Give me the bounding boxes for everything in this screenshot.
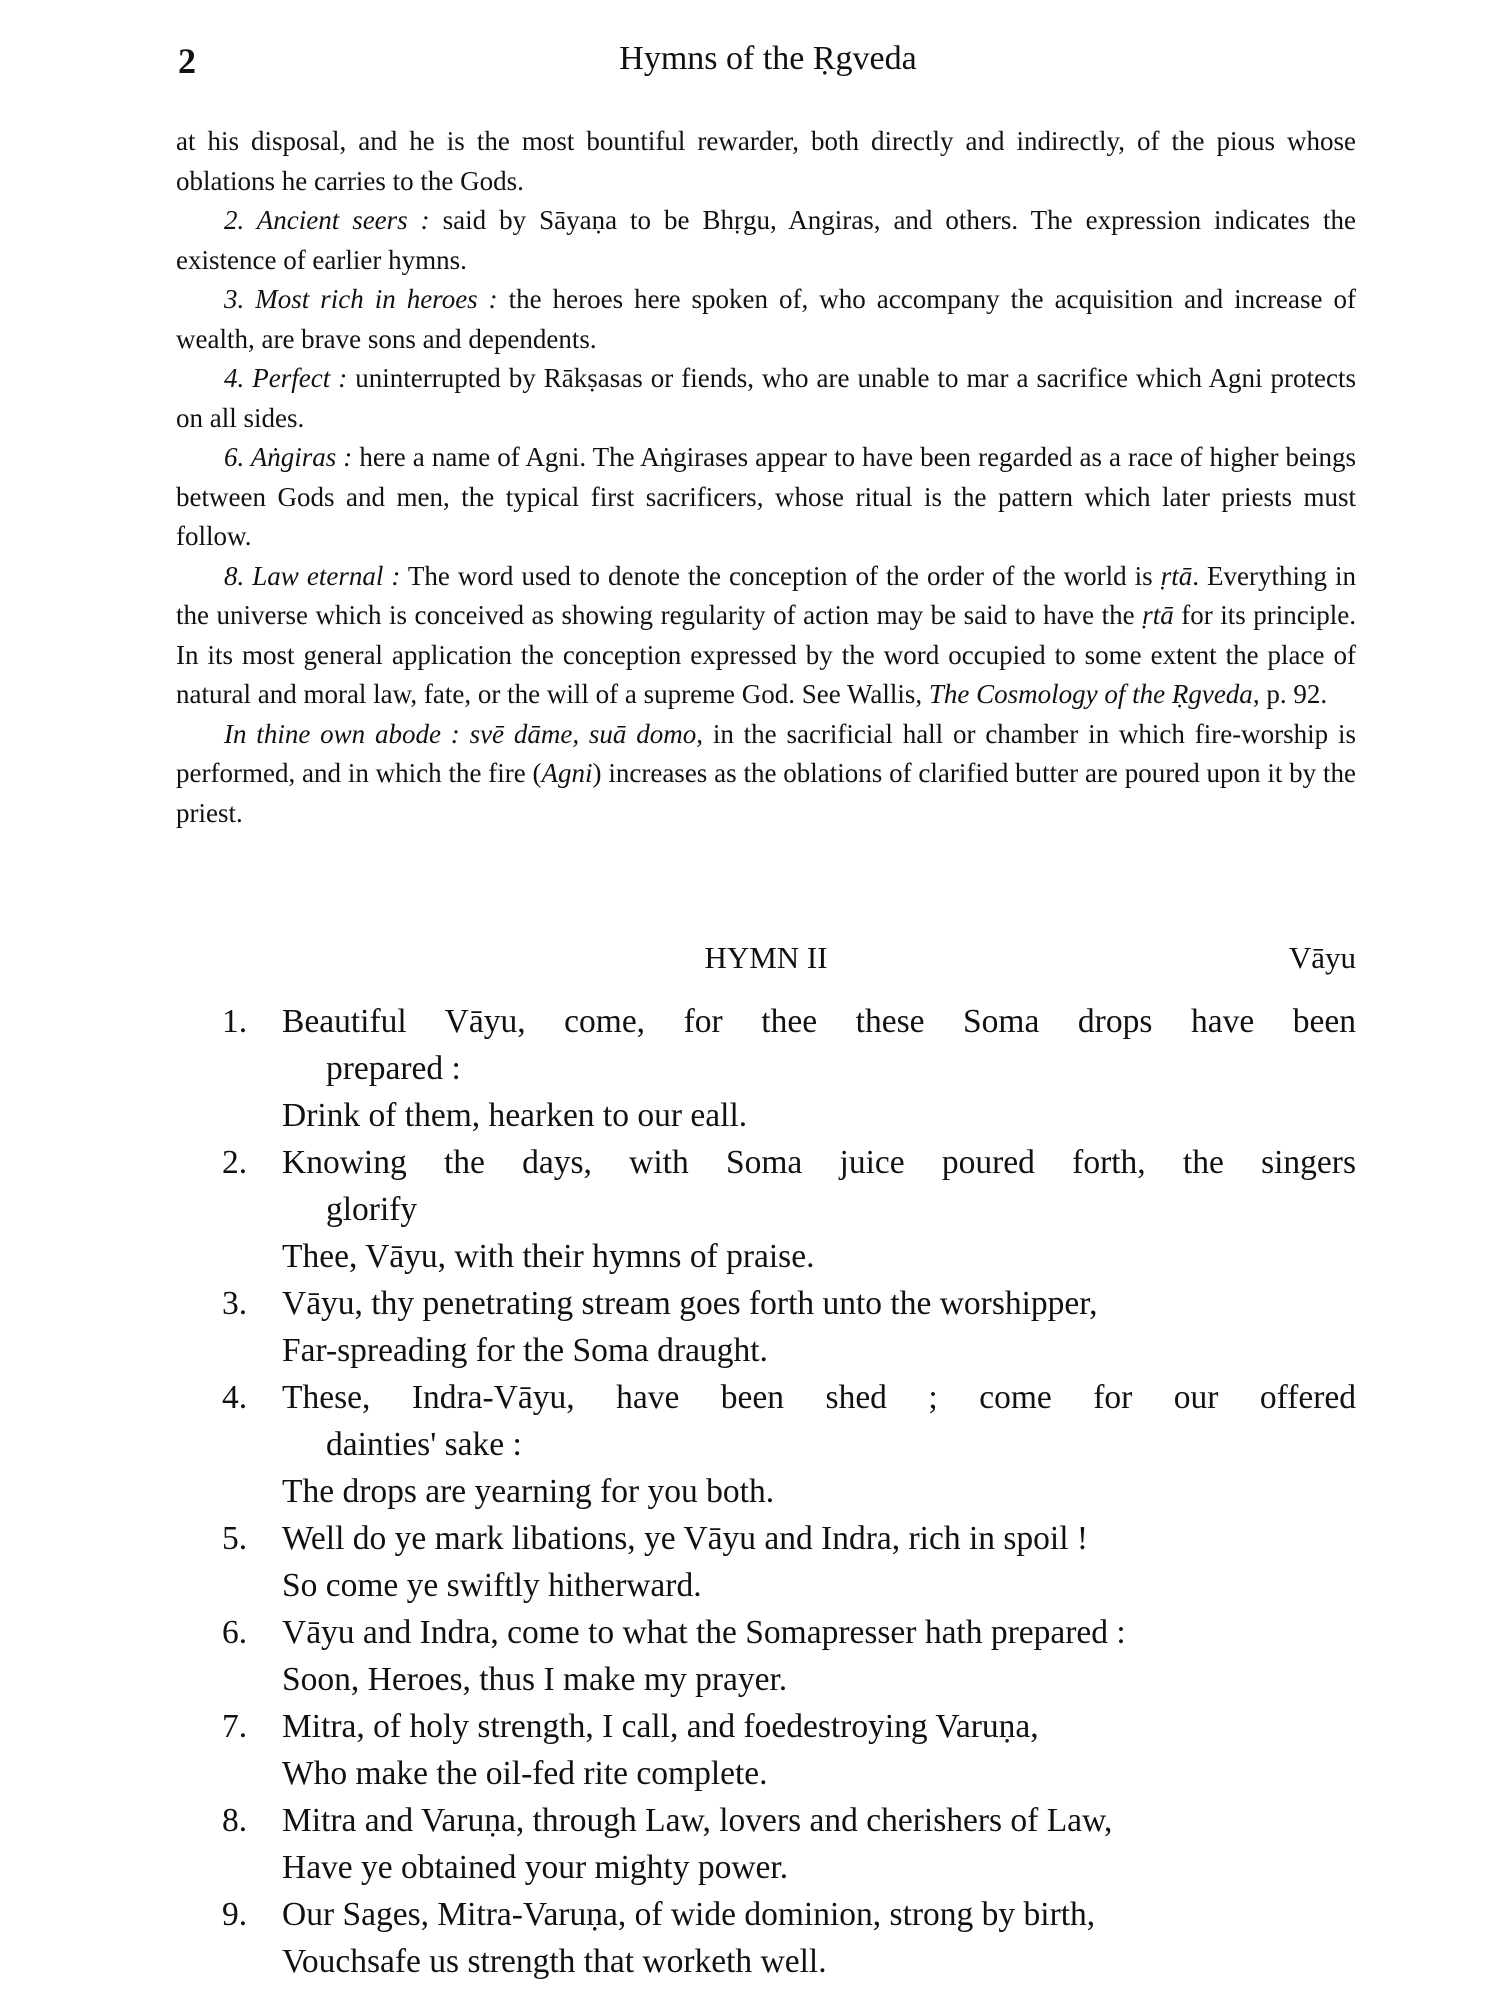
verse-number: 4.: [222, 1379, 248, 1416]
hymn-deity: Vāyu: [1288, 940, 1356, 975]
verse-number: 9.: [222, 1896, 248, 1933]
verse-6: [222, 1609, 1356, 1703]
note-abode: [176, 715, 1356, 834]
verse-line: Vouchsafe us strength that worketh well.: [282, 1943, 827, 1980]
term-rta: ṛtā: [1160, 560, 1193, 591]
verse-line-wrap: dainties' sake :: [326, 1426, 522, 1463]
verse-line-wrap: glorify: [326, 1191, 418, 1228]
note-4: [176, 359, 1356, 438]
verse-8: [222, 1797, 1356, 1891]
note-6: [176, 438, 1356, 557]
verse-9: [222, 1891, 1356, 1985]
verse-line: Drink of them, hearken to our eall.: [282, 1097, 748, 1134]
verse-line: So come ye swiftly hitherward.: [282, 1567, 702, 1604]
note-label: 8. Law eternal :: [224, 560, 401, 591]
hymn-verses: [222, 998, 1356, 1985]
note-label: 3. Most rich in heroes :: [224, 284, 498, 314]
note-text: , p. 92.: [1252, 679, 1328, 709]
verse-line: Thee, Vāyu, with their hymns of praise.: [282, 1238, 815, 1275]
verse-2: [222, 1139, 1356, 1280]
note-text: . Everything in the universe which is conceived as showing regularity of action may be said to have the: [176, 560, 1356, 630]
term-agni: Agni: [541, 758, 593, 788]
note-text: said by Sāyaṇa to be Bhṛgu, Angiras, and others. The expression indicates the existence of earlier hymns.: [176, 205, 1356, 275]
verse-number: 6.: [222, 1614, 248, 1651]
verse-line: Have ye obtained your mighty power.: [282, 1849, 789, 1886]
note-continuation: at his disposal, and he is the most bountiful rewarder, both directly and indirectly, of the pious whose oblations he carries to the Gods.: [176, 126, 1356, 196]
verse-4: [222, 1374, 1356, 1515]
hymn-title: HYMN II: [704, 940, 828, 975]
note-label: 2. Ancient seers :: [224, 205, 430, 235]
verse-number: 2.: [222, 1144, 248, 1181]
verse-line: The drops are yearning for you both.: [282, 1473, 775, 1510]
running-title: Hymns of the Ṛgveda: [619, 40, 917, 77]
note-text: for its principle. In its most general application the conception expressed by the word occupied to some extent the place of natural and moral law, fate, or the will of a supreme God. See Wallis,: [176, 600, 1356, 709]
commentary-notes: [176, 122, 1356, 833]
verse-line: Beautiful Vāyu, come, for thee these Soma drops have been: [282, 1003, 1356, 1040]
verse-number: 3.: [222, 1285, 248, 1322]
note-text: ) increases as the oblations of clarified butter are poured upon it by the priest.: [176, 758, 1356, 828]
note-text: here a name of Agni. The Aṅgirases appear to have been regarded as a race of higher beings between Gods and men, the typical first sacrificers, whose ritual is the pattern which later priests must follow.: [176, 442, 1356, 551]
verse-5: [222, 1515, 1356, 1609]
verse-line: Our Sages, Mitra-Varuṇa, of wide dominion, strong by birth,: [282, 1896, 1096, 1933]
page-number: 2: [178, 41, 196, 81]
note-label: In thine own abode : svē dāme, suā domo,: [224, 718, 703, 749]
term-rta: ṛtā: [1142, 600, 1174, 630]
note-2: [176, 201, 1356, 280]
verse-line: Who make the oil-fed rite complete.: [282, 1755, 768, 1792]
running-head: [178, 40, 1358, 90]
note-text: uninterrupted by Rākṣasas or fiends, who are unable to mar a sacrifice which Agni protects on all sides.: [176, 363, 1356, 433]
verse-line: Vāyu, thy penetrating stream goes forth unto the worshipper,: [282, 1285, 1098, 1322]
verse-1: [222, 998, 1356, 1139]
verse-line: Mitra and Varuṇa, through Law, lovers and cherishers of Law,: [282, 1802, 1113, 1839]
verse-line: These, Indra-Vāyu, have been shed ; come for our offered: [282, 1379, 1356, 1416]
note-label: 4. Perfect :: [224, 363, 348, 393]
note-text: the heroes here spoken of, who accompany the acquisition and increase of wealth, are brave sons and dependents.: [176, 284, 1356, 354]
verse-number: 5.: [222, 1520, 248, 1557]
verse-line: Soon, Heroes, thus I make my prayer.: [282, 1661, 788, 1698]
verse-line-wrap: prepared :: [326, 1050, 461, 1087]
note-8: [176, 557, 1356, 715]
verse-3: [222, 1280, 1356, 1374]
verse-line: Well do ye mark libations, ye Vāyu and Indra, rich in spoil !: [282, 1520, 1089, 1557]
verse-number: 1.: [222, 1003, 248, 1040]
verse-line: Vāyu and Indra, come to what the Somapresser hath prepared :: [282, 1614, 1126, 1651]
verse-line: Far-spreading for the Soma draught.: [282, 1332, 768, 1369]
verse-7: [222, 1703, 1356, 1797]
note-label: 6. Aṅgiras :: [224, 442, 353, 472]
book-title: The Cosmology of the Ṛgveda: [928, 679, 1253, 709]
note-text: The word used to denote the conception of the order of the world is: [400, 560, 1161, 591]
hymn-heading: [176, 940, 1356, 986]
verse-line: Knowing the days, with Soma juice poured forth, the singers: [282, 1144, 1356, 1181]
verse-number: 8.: [222, 1802, 248, 1839]
verse-number: 7.: [222, 1708, 248, 1745]
note-text: in the sacrificial hall or chamber in which fire-worship is performed, and in which the fire (: [176, 718, 1356, 788]
note-3: [176, 280, 1356, 359]
verse-line: Mitra, of holy strength, I call, and foedestroying Varuṇa,: [282, 1708, 1039, 1745]
